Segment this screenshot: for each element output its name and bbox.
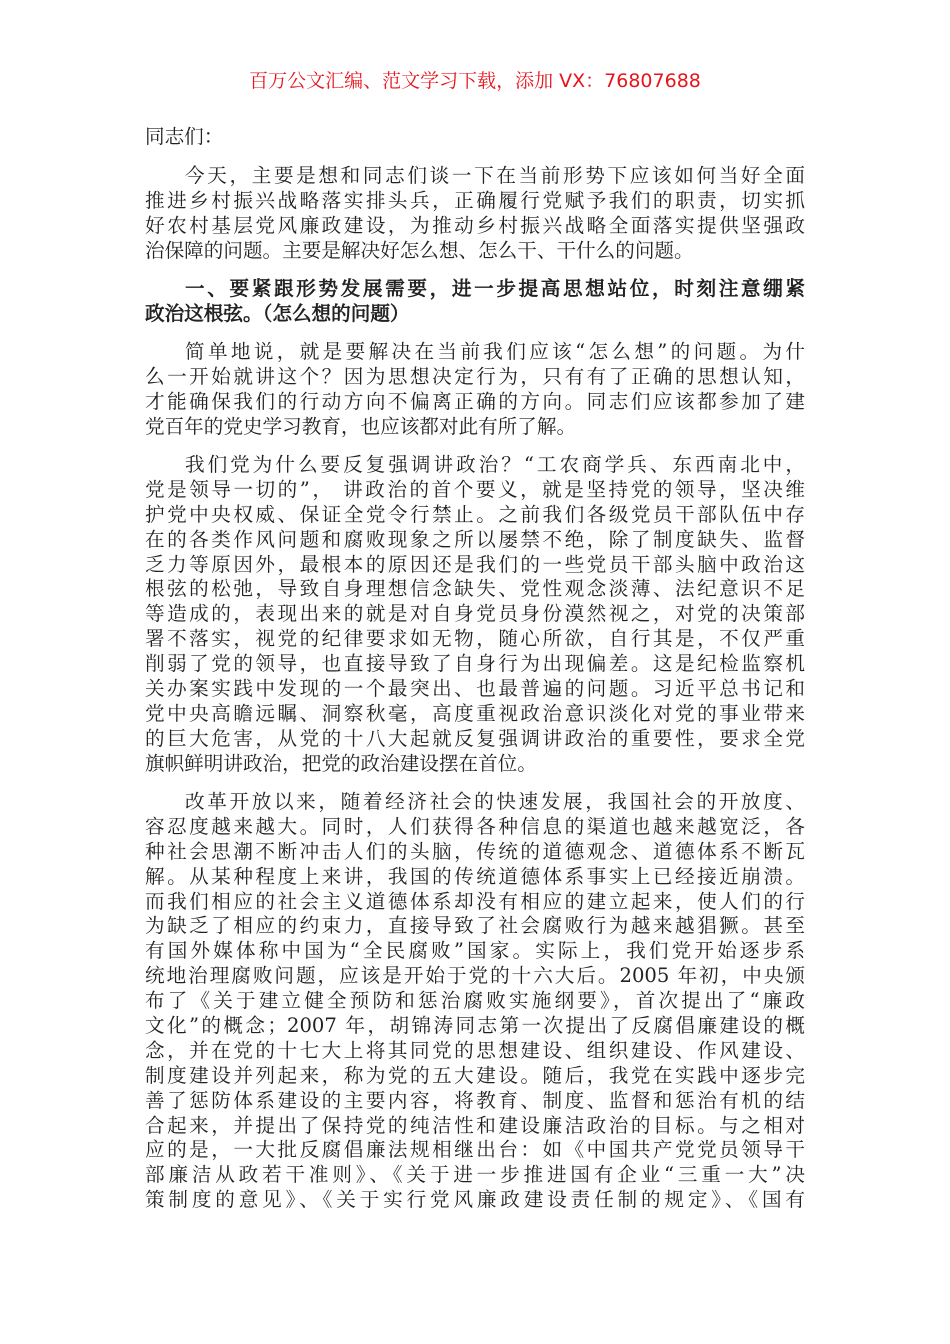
text-line: 解。从某种程度上来讲，我国的传统道德体系事实上已经接近崩溃。 <box>145 864 805 888</box>
text-line: 简单地说，就是要解决在当前我们应该“怎么想”的问题。为什 <box>185 340 805 363</box>
text-line: 有国外媒体称中国为“全民腐败”国家。实际上，我们党开始逐步系 <box>145 939 805 963</box>
text-line: 文化”的概念；2007 年，胡锦涛同志第一次提出了反腐倡廉建设的概 <box>145 1014 805 1038</box>
text-line: 制度建设并列起来，称为党的五大建设。随后，我党在实践中逐步完 <box>145 1063 805 1087</box>
text-line: 么一开始就讲这个？因为思想决定行为，只有有了正确的思想认知， <box>145 364 805 388</box>
section-heading <box>145 277 805 327</box>
text-line: 我们党为什么要反复强调讲政治？“工农商学兵、东西南北中， <box>185 453 805 476</box>
salutation-text: 同志们： <box>145 125 224 148</box>
text-line: 党百年的党史学习教育，也应该都对此有所了解。 <box>145 414 577 438</box>
text-line: 统地治理腐败问题，应该是开始于党的十六大后。2005 年初，中央颁 <box>145 964 805 988</box>
text-line: 削弱了党的领导，也直接导致了自身行为出现偏差。这是纪检监察机 <box>145 652 805 676</box>
text-line: 等造成的，表现出来的就是对自身党员身份漠然视之，对党的决策部 <box>145 602 805 626</box>
text-line: 在的各类作风问题和腐败现象之所以屡禁不绝，除了制度缺失、监督 <box>145 527 805 551</box>
text-line: 部廉洁从政若干准则》、《关于进一步推进国有企业“三重一大”决 <box>145 1163 805 1187</box>
text-line: 政治这根弦。（怎么想的问题） <box>145 301 410 325</box>
text-line: 署不落实，视党的纪律要求如无物，随心所欲，自行其是，不仅严重 <box>145 627 805 651</box>
text-line: 的巨大危害，从党的十八大起就反复强调讲政治的重要性，要求全党 <box>145 726 805 750</box>
text-line: 善了惩防体系建设的主要内容，将教育、制度、监督和惩治有机的结 <box>145 1088 805 1112</box>
text-line: 策制度的意见》、《关于实行党风廉政建设责任制的规定》、《国有 <box>145 1188 805 1212</box>
text-line: 护党中央权威、保证全党令行禁止。之前我们各级党员干部队伍中存 <box>145 502 805 526</box>
text-line: 才能确保我们的行动方向不偏离正确的方向。同志们应该都参加了建 <box>145 389 805 413</box>
text-line: 党中央高瞻远瞩、洞察秋毫，高度重视政治意识淡化对党的事业带来 <box>145 701 805 725</box>
text-line: 推进乡村振兴战略落实排头兵，正确履行党赋予我们的职责，切实抓 <box>145 188 805 212</box>
text-line: 旗帜鲜明讲政治，把党的政治建设摆在首位。 <box>145 751 537 775</box>
text-line: 种社会思潮不断冲击人们的头脑，传统的道德观念、道德体系不断瓦 <box>145 839 805 863</box>
text-line: 改革开放以来，随着经济社会的快速发展，我国社会的开放度、 <box>185 790 805 813</box>
text-line: 乏力等原因外，最根本的原因还是我们的一些党员干部头脑中政治这 <box>145 552 805 576</box>
text-line: 关办案实践中发现的一个最突出、也最普遍的问题。习近平总书记和 <box>145 677 805 701</box>
text-line: 党是领导一切的”， 讲政治的首个要义，就是坚持党的领导，坚决维 <box>145 477 805 501</box>
text-line: 今天，主要是想和同志们谈一下在当前形势下应该如何当好全面 <box>185 164 805 187</box>
body-paragraph <box>145 453 805 777</box>
text-line: 念，并在党的十七大上将其同党的思想建设、组织建设、作风建设、 <box>145 1038 805 1062</box>
body-paragraph <box>145 790 805 1213</box>
text-line: 治保障的问题。主要是解决好怎么想、怎么干、干什么的问题。 <box>145 238 694 262</box>
body-paragraph <box>145 340 805 440</box>
text-line: 合起来，并提出了保持党的纯洁性和建设廉洁政治的目标。与之相对 <box>145 1113 805 1137</box>
watermark-header: 百万公文汇编、范文学习下载，添加 VX：76807688 <box>249 70 701 92</box>
body-paragraph <box>145 164 805 264</box>
text-line: 布了《关于建立健全预防和惩治腐败实施纲要》，首次提出了“廉政 <box>145 989 805 1013</box>
text-line: 应的是，一大批反腐倡廉法规相继出台：如《中国共产党党员领导干 <box>145 1138 805 1162</box>
text-line: 好农村基层党风廉政建设，为推动乡村振兴战略全面落实提供坚强政 <box>145 213 805 237</box>
salutation <box>145 125 805 150</box>
text-line: 为缺乏了相应的约束力，直接导致了社会腐败行为越来越猖獗。甚至 <box>145 914 805 938</box>
text-line: 根弦的松弛，导致自身理想信念缺失、党性观念淡薄、法纪意识不足 <box>145 577 805 601</box>
text-line: 容忍度越来越大。同时，人们获得各种信息的渠道也越来越宽泛，各 <box>145 814 805 838</box>
text-line: 一、要紧跟形势发展需要，进一步提高思想站位，时刻注意绷紧 <box>185 277 805 300</box>
text-line: 而我们相应的社会主义道德体系却没有相应的建立起来，使人们的行 <box>145 889 805 913</box>
